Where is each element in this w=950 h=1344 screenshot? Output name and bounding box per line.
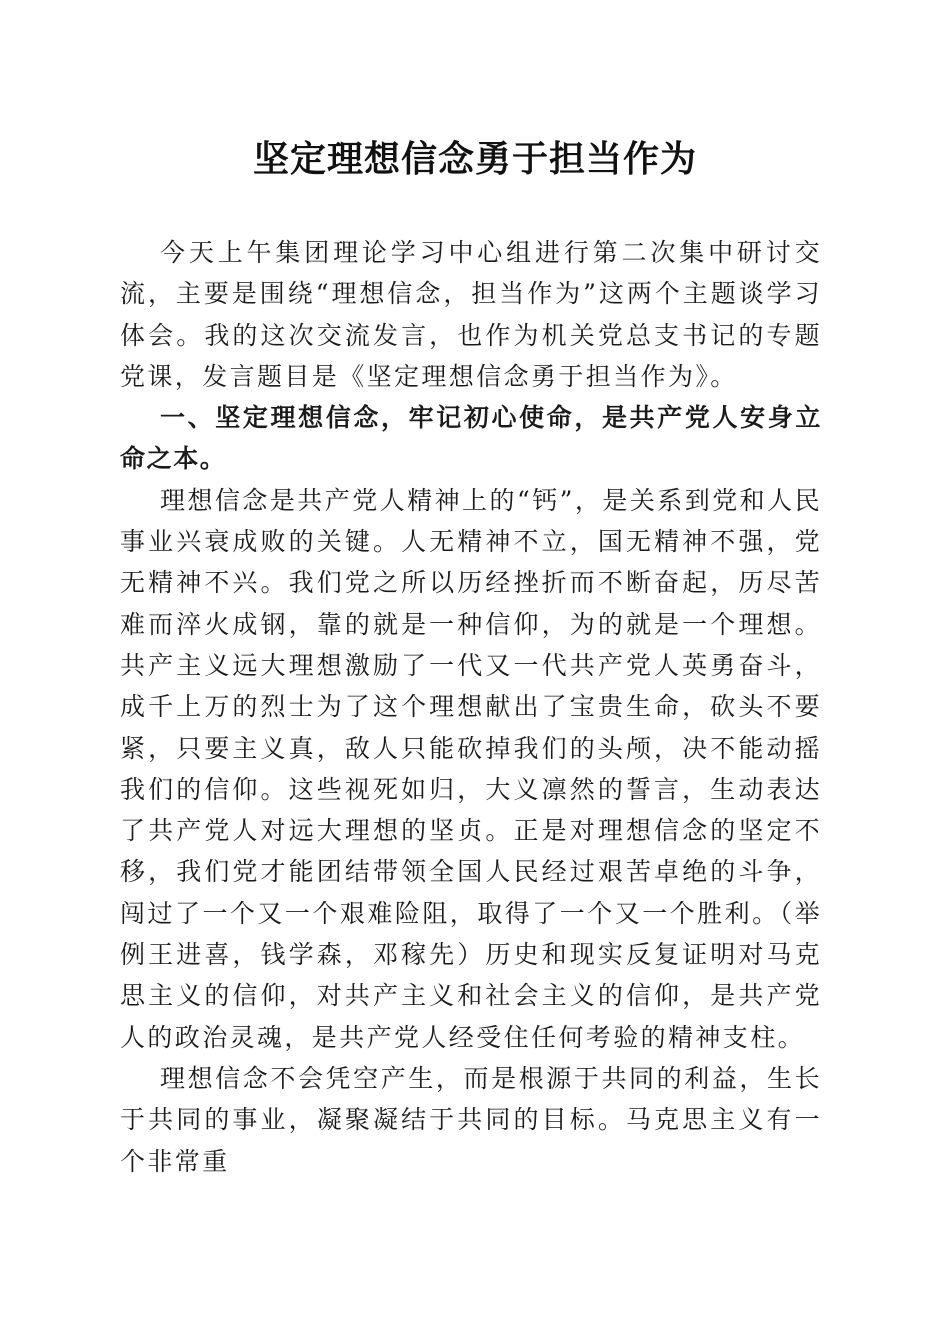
paragraph-intro: 今天上午集团理论学习中心组进行第二次集中研讨交流，主要是围绕“理想信念，担当作为”这两个主题谈学习体会。我的这次交流发言，也作为机关党总支书记的专题党课，发言题目是《坚定理想信念勇于担当作为》。 [120,238,822,391]
paragraph-origins: 理想信念不会凭空产生，而是根源于共同的利益，生长于共同的事业，凝聚凝结于共同的目标。马克思主义有一个非常重 [120,1063,822,1176]
document-title: 坚定理想信念勇于担当作为 [252,138,697,180]
paragraph-ideals: 理想信念是共产党人精神上的“钙”，是关系到党和人民事业兴衰成败的关键。人无精神不立，国无精神不强，党无精神不兴。我们党之所以历经挫折而不断奋起，历尽苦难而淬火成钢，靠的就是一种信仰，为的就是一个理想。共产主义远大理想激励了一代又一代共产党人英勇奋斗，成千上万的烈士为了这个理想献出了宝贵生命，砍头不要紧，只要主义真，敌人只能砍掉我们的头颅，决不能动摇我们的信仰。这些视死如归，大义凛然的誓言，生动表达了共产党人对远大理想的坚贞。正是对理想信念的坚定不移，我们党才能团结带领全国人民经过艰苦卓绝的斗争，闯过了一个又一个艰难险阻，取得了一个又一个胜利。（举例王进喜，钱学森，邓稼先）历史和现实反复证明对马克思主义的信仰，对共产主义和社会主义的信仰，是共产党人的政治灵魂，是共产党人经受住任何考验的精神支柱。 [120,485,822,1052]
document-body [120,232,822,1182]
section-heading-1: 一、坚定理想信念，牢记初心使命，是共产党人安身立命之本。 [120,403,822,474]
